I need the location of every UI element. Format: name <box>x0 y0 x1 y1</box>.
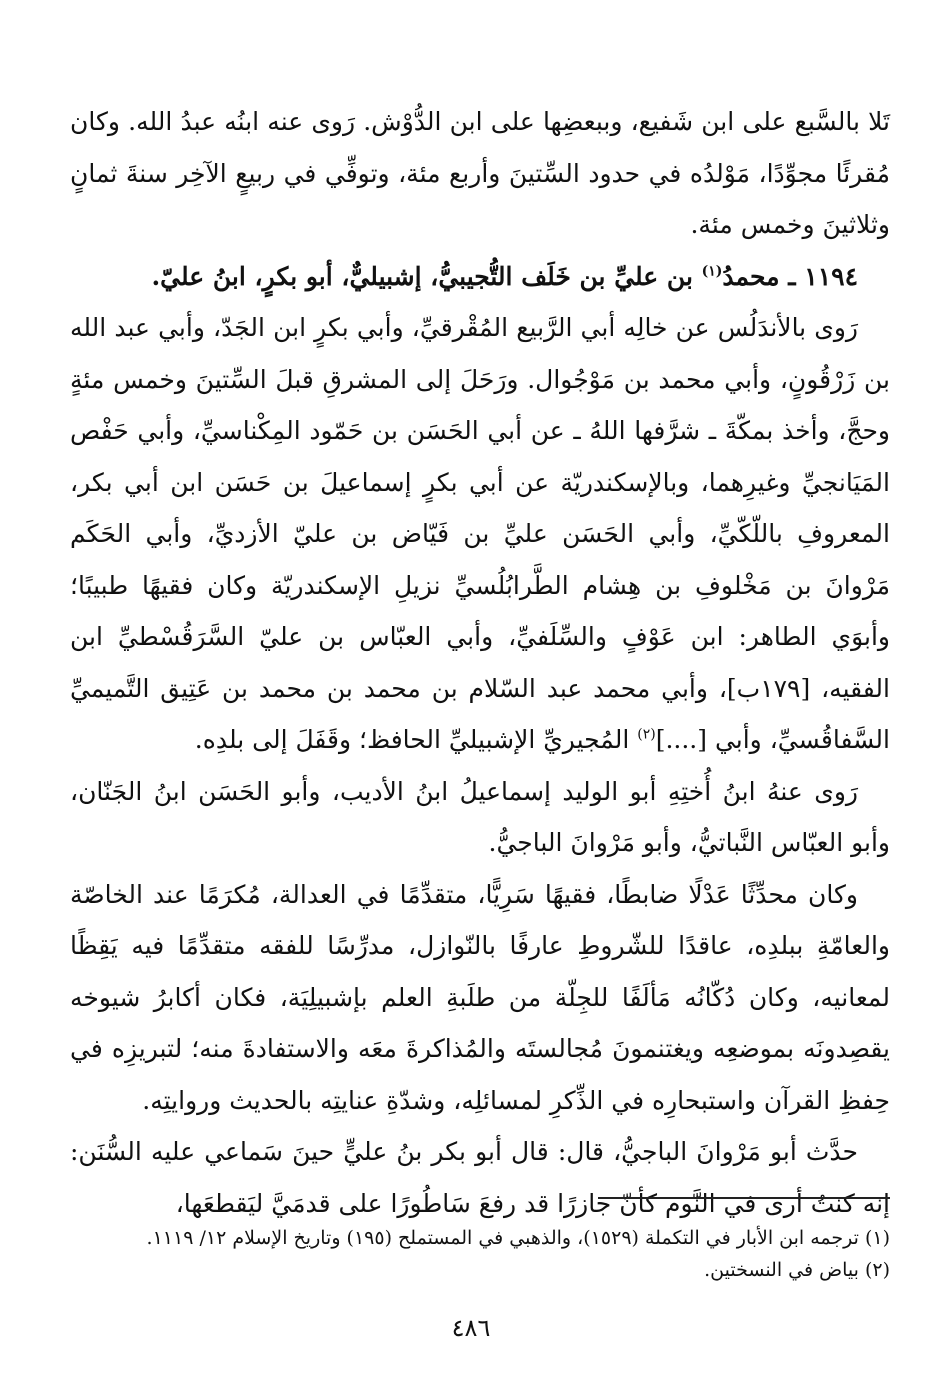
paragraph-2-text: رَوى بالأندَلُس عن خالِه أبي الرَّبيع المُقْرقيِّ، وأبي بكرٍ ابن الجَدّ، وأبي عبد الله بن زَرْقُونٍ، وأبي محمد بن مَوْجُوال. ورَحَلَ إلى المشرقِ قبلَ السِّتينَ وخمس مئةٍ وحجَّ، وأخذ بمكّةَ ـ شرَّفها اللهُ ـ عن أبي الحَسَن بن حَمّود المِكْناسيِّ، وأبي حَفْص المَيَانجيِّ وغيرِهما، وبالإسكندريّة عن أبي بكرٍ إسماعيلَ بن حَسَن ابن أبي بكر، المعروفِ باللّكّيِّ، وأبي الحَسَن عليِّ بن فَيّاض بن عليّ الأزديِّ، وأبي الحَكَم مَرْوانَ بن مَخْلوفِ بن هِشام الطَّرابُلُسيِّ نزيلِ الإسكندريّة وكان فقيهًا طبيبًا؛ وأبوَي الطاهر: ابن عَوْفٍ والسِّلَفيِّ، وأبي العبّاس بن عليّ السَّرَقُسْطيِّ ابن الفقيه، [١٧٩ب]، وأبي محمد عبد السّلام بن محمد بن محمد بن عَتِيق التَّميميِّ السَّفاقُسيِّ، وأبي [....] <box>70 313 890 754</box>
paragraph-2 <box>70 302 890 766</box>
footnote-1: (١) ترجمه ابن الأبار في التكملة (١٥٢٩)، والذهبي في المستملح (١٩٥) وتاريخ الإسلام ١٢/ ١١١٩. <box>146 1227 890 1249</box>
footnotes <box>70 1222 890 1286</box>
footnote-2: (٢) بياض في النسختين. <box>704 1259 890 1281</box>
entry-lineage: بن عليِّ بن خَلَف التُّجيبيُّ، إشبيليٌّ، أبو بكرٍ، ابنُ عليّ. <box>151 261 693 291</box>
entry-name: محمدُ <box>722 261 780 291</box>
paragraph-1: تَلا بالسَّبع على ابن شَفيع، وببعضِها على ابن الدُّوْش. رَوى عنه ابنُه عبدُ الله. وكان مُقرئًا مجوِّدًا، مَوْلدُه في حدود السِّتينَ وأربع مئة، وتوفِّي في ربيعٍ الآخِر سنةَ ثمانٍ وثلاثينَ وخمس مئة. <box>70 107 890 239</box>
paragraph-5: حدَّث أبو مَرْوانَ الباجيُّ، قال: قال أبو بكر بنُ عليٍّ حينَ سَماعي عليه السُّنَن: إنه كنتُ أرى في النَّوم كأنّ جازرًا قد رفعَ سَاطُورًا على قدمَيَّ ليَقطعَها، <box>70 1137 890 1218</box>
main-text <box>70 96 890 1229</box>
entry-number: ١١٩٤ ـ <box>788 261 858 291</box>
entry-heading <box>70 251 890 303</box>
page-number: ٤٨٦ <box>451 1314 491 1342</box>
footnote-separator <box>598 1197 890 1199</box>
paragraph-2-end: المُجيريِّ الإشبيليِّ الحافظ؛ وقَفَلَ إلى بلدِه. <box>194 725 638 754</box>
paragraph-4: وكان محدِّثًا عَدْلًا ضابطًا، فقيهًا سَرِيًّا، متقدِّمًا في العدالة، مُكرَمًا عند الخاصّة والعامّةِ ببلدِه، عاقدًا للشّروطِ عارفًا بالنّوازل، مدرِّسًا للفقه متقدِّمًا فيه يَقِظًا لمعانيه، وكان دُكّانُه مَألَفًا للجِلّة من طلَبةِ العلم بإشبيلِيَة، فكان أكابرُ شيوخه يقصِدونَه بموضعِه ويغتنمونَ مُجالستَه والمُذاكرةَ معَه والاستفادةَ منه؛ لتبريزِه في حِفظِ القرآن واستبحارِه في الذِّكرِ لمسائلِه، وشدّةِ عنايتِه بالحديث وروايتِه. <box>70 879 890 1115</box>
paragraph-3: رَوى عنهُ ابنُ أُختِهِ أبو الوليد إسماعيلُ ابنُ الأديب، وأبو الحَسَن ابنُ الجَنّان، وأبو العبّاس النَّباتيُّ، وأبو مَرْوانَ الباجيُّ. <box>70 776 890 857</box>
footnote-marker-2: (٢) <box>637 726 656 743</box>
footnote-marker-1: (١) <box>701 263 723 280</box>
